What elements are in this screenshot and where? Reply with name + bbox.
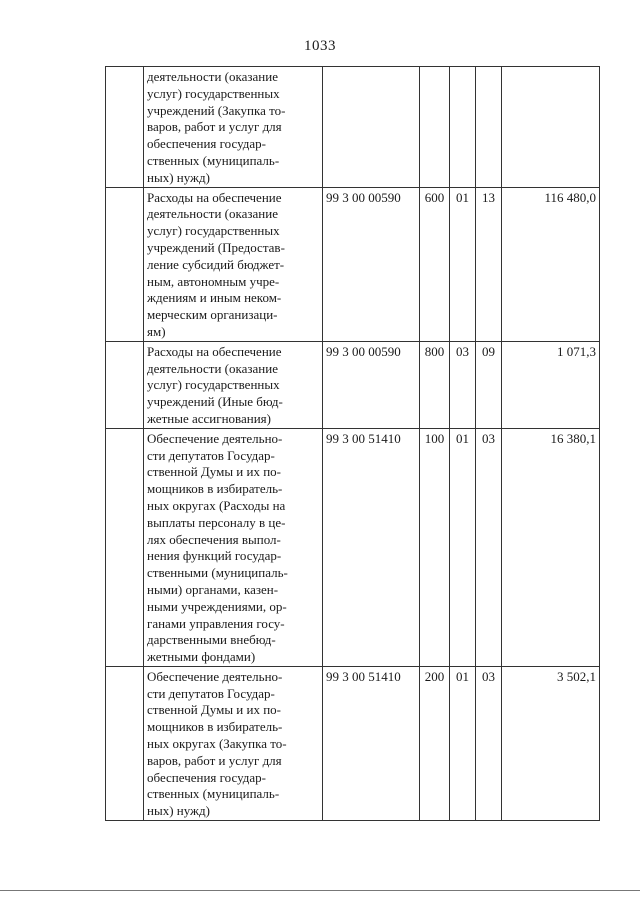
- expense-name-line: варов, работ и услуг для: [147, 119, 282, 135]
- expense-name-line: Расходы на обеспечение: [147, 189, 282, 205]
- expense-name-line: деятельности (оказание: [147, 206, 278, 222]
- table-row: [106, 428, 600, 666]
- row-index-cell: [106, 187, 144, 341]
- section-cell: [450, 67, 476, 188]
- table-row: [106, 666, 600, 820]
- amount-cell: 3 502,1: [502, 666, 600, 820]
- table-row: [106, 67, 600, 188]
- section-cell: 01: [450, 428, 476, 666]
- expense-name-line: мощников в избиратель-: [147, 481, 283, 497]
- expense-name-line: мощников в избиратель-: [147, 719, 283, 735]
- expense-name-line: ных округах (Закупка то-: [147, 736, 287, 752]
- expense-name-line: ных) нужд): [147, 169, 210, 185]
- expense-name-line: ганами управления госу-: [147, 615, 285, 631]
- table-row: [106, 341, 600, 428]
- target-code-cell: 99 3 00 51410: [323, 666, 420, 820]
- row-index-cell: [106, 67, 144, 188]
- expense-name-line: ям): [147, 323, 166, 339]
- expense-name-line: ных округах (Расходы на: [147, 497, 286, 513]
- budget-table-body: [106, 67, 600, 821]
- amount-cell: 1 071,3: [502, 341, 600, 428]
- amount-cell: [502, 67, 600, 188]
- table-row: [106, 187, 600, 341]
- expense-name-cell: [144, 428, 323, 666]
- section-cell: 01: [450, 666, 476, 820]
- expense-name-line: мерческим организаци-: [147, 307, 278, 323]
- expense-name-line: услуг) государственных: [147, 377, 280, 393]
- expense-name-line: сти депутатов Государ-: [147, 447, 275, 463]
- expense-name-line: нения функций государ-: [147, 548, 282, 564]
- expense-name-line: учреждений (Предостав-: [147, 239, 285, 255]
- expense-type-cell: [420, 67, 450, 188]
- expense-name-line: ных) нужд): [147, 803, 210, 819]
- expense-name-line: ление субсидий бюджет-: [147, 256, 285, 272]
- expense-name-line: учреждений (Иные бюд-: [147, 394, 283, 410]
- expense-type-cell: 800: [420, 341, 450, 428]
- expense-type-cell: 100: [420, 428, 450, 666]
- subsection-cell: 13: [476, 187, 502, 341]
- expense-name-line: сти депутатов Государ-: [147, 685, 275, 701]
- expense-name-line: обеспечения государ-: [147, 769, 266, 785]
- expense-name-line: Обеспечение деятельно-: [147, 430, 283, 446]
- expense-name-cell: [144, 341, 323, 428]
- expense-name-line: дарственными внебюд-: [147, 632, 276, 648]
- target-code-cell: 99 3 00 00590: [323, 341, 420, 428]
- row-index-cell: [106, 341, 144, 428]
- target-code-cell: 99 3 00 00590: [323, 187, 420, 341]
- expense-name-line: Расходы на обеспечение: [147, 343, 282, 359]
- expense-name-line: ждениям и иным неком-: [147, 290, 282, 306]
- section-cell: 03: [450, 341, 476, 428]
- row-index-cell: [106, 428, 144, 666]
- expense-name-line: услуг) государственных: [147, 85, 280, 101]
- expense-name-line: ными учреждениями, ор-: [147, 598, 287, 614]
- expense-name-line: ными) органами, казен-: [147, 581, 279, 597]
- target-code-cell: [323, 67, 420, 188]
- expense-type-cell: 200: [420, 666, 450, 820]
- subsection-cell: 03: [476, 428, 502, 666]
- expense-name-line: учреждений (Закупка то-: [147, 102, 286, 118]
- expense-name-line: ственной Думы и их по-: [147, 702, 282, 718]
- expense-name-line: деятельности (оказание: [147, 69, 278, 84]
- expense-name-line: обеспечения государ-: [147, 136, 266, 152]
- expense-name-line: выплаты персоналу в це-: [147, 514, 286, 530]
- expense-name-cell: [144, 666, 323, 820]
- expense-name-line: жетными фондами): [147, 649, 256, 665]
- expense-name-line: жетные ассигнования): [147, 410, 271, 426]
- row-index-cell: [106, 666, 144, 820]
- target-code-cell: 99 3 00 51410: [323, 428, 420, 666]
- expense-name-line: лях обеспечения выпол-: [147, 531, 281, 547]
- amount-cell: 116 480,0: [502, 187, 600, 341]
- section-cell: 01: [450, 187, 476, 341]
- expense-type-cell: 600: [420, 187, 450, 341]
- expense-name-line: варов, работ и услуг для: [147, 752, 282, 768]
- expense-name-line: деятельности (оказание: [147, 360, 278, 376]
- expense-name-line: ственными (муниципаль-: [147, 565, 288, 581]
- expense-name-cell: [144, 67, 323, 188]
- expense-name-line: ственной Думы и их по-: [147, 464, 282, 480]
- amount-cell: 16 380,1: [502, 428, 600, 666]
- expense-name-cell: [144, 187, 323, 341]
- subsection-cell: 09: [476, 341, 502, 428]
- subsection-cell: [476, 67, 502, 188]
- subsection-cell: 03: [476, 666, 502, 820]
- expense-name-line: ственных (муниципаль-: [147, 152, 280, 168]
- expense-name-line: ным, автономным учре-: [147, 273, 280, 289]
- expense-name-line: ственных (муниципаль-: [147, 786, 280, 802]
- expense-name-line: услуг) государственных: [147, 223, 280, 239]
- budget-table: [105, 66, 600, 821]
- footer-rule: [0, 890, 640, 891]
- page-number: 1033: [304, 38, 336, 54]
- expense-name-line: Обеспечение деятельно-: [147, 668, 283, 684]
